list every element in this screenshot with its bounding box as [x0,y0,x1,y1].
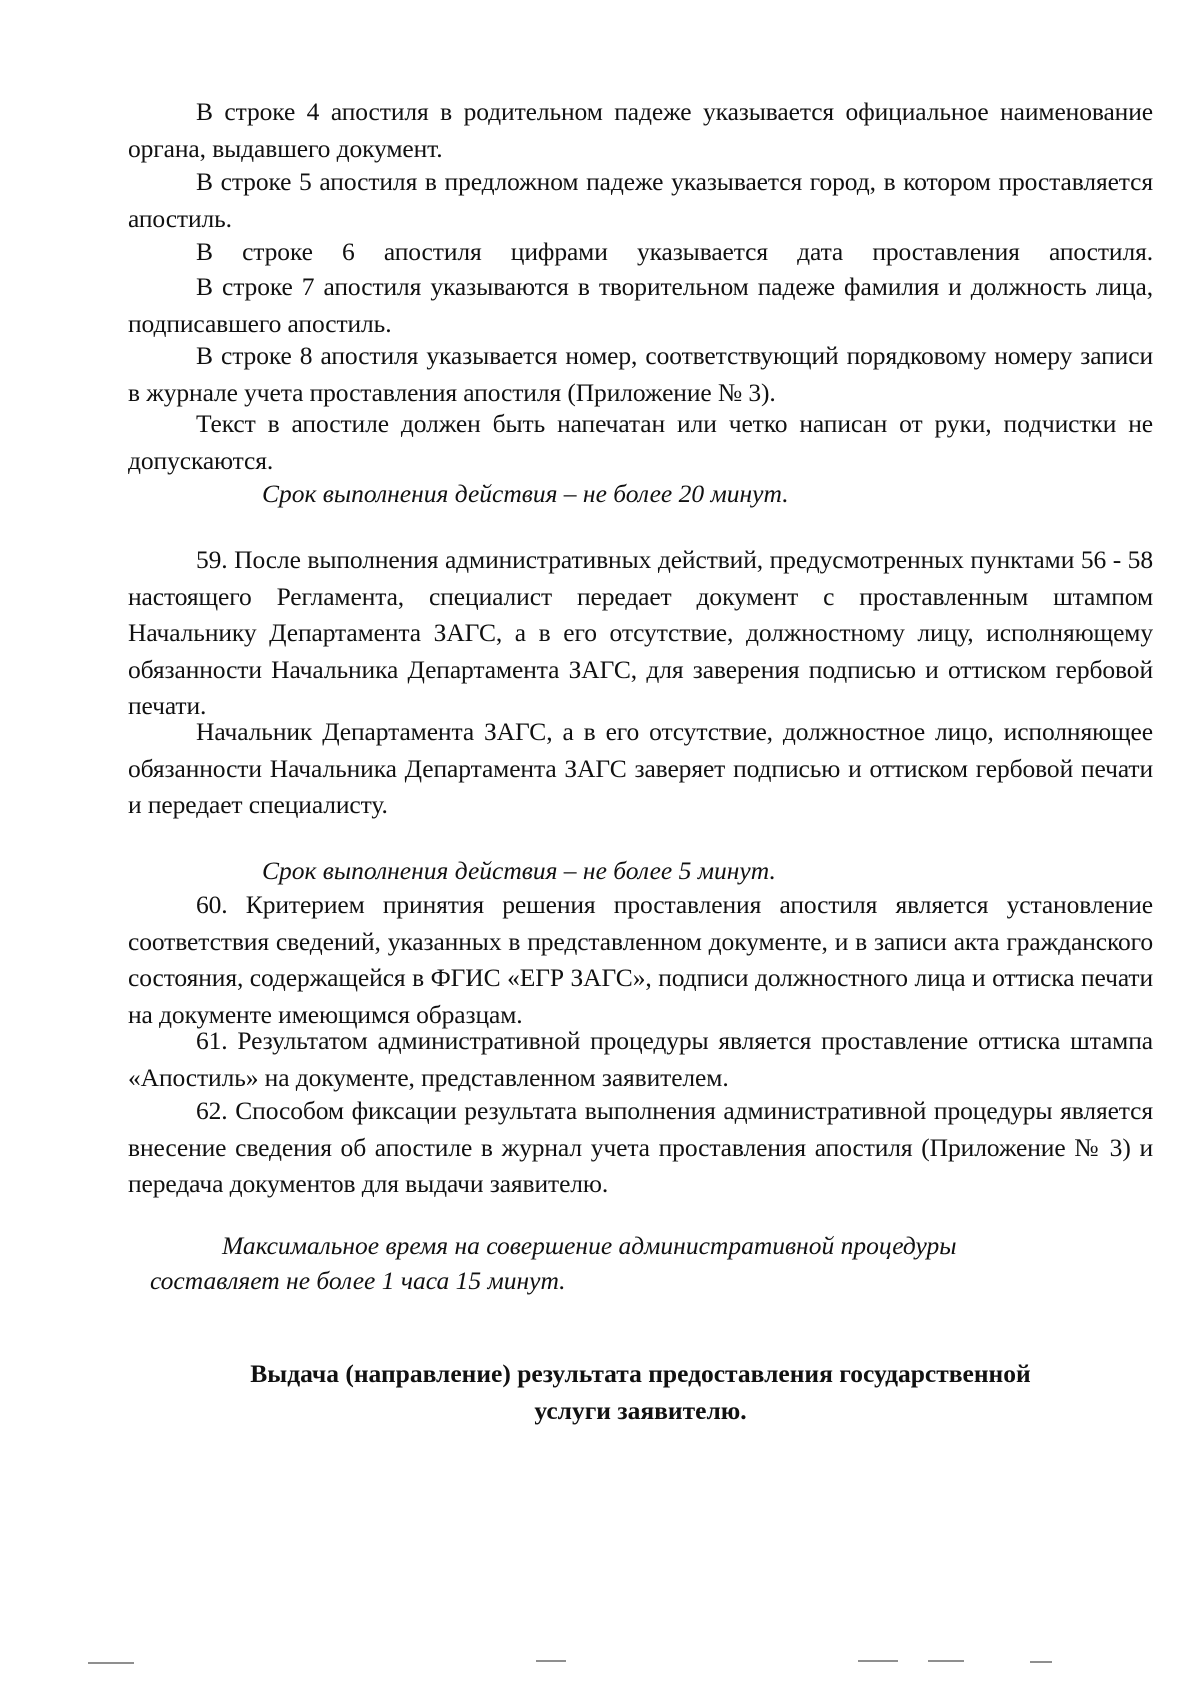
deadline-note-5: Срок выполнения действия – не более 5 минут. [262,856,776,885]
deadline-note-20: Срок выполнения действия – не более 20 минут. [262,479,789,508]
scan-artifact [858,1660,898,1662]
paragraph-line7: В строке 7 апостиля указываются в творительном падеже фамилия и должность лица, подписавшего апостиль. [128,272,1153,338]
scan-artifact [88,1662,134,1664]
max-time-note-line1: Максимальное время на совершение административной процедуры [222,1231,957,1260]
paragraph-61: 61. Результатом административной процедуры является проставление оттиска штампа «Апостиль» на документе, представленном заявителем. [128,1026,1153,1092]
paragraph-62: 62. Способом фиксации результата выполнения административной процедуры является внесение сведения об апостиле в журнал учета проставления апостиля (Приложение № 3) и передача документов для выдачи заявителю. [128,1096,1153,1198]
scan-artifact [1030,1661,1052,1663]
paragraph-60: 60. Критерием принятия решения проставления апостиля является установление соответствия сведений, указанных в представленном документе, и в записи акта гражданского состояния, содержащейся в ФГИС «ЕГР ЗАГС», подписи должностного лица и оттиска печати на документе имеющимся образцам. [128,890,1153,1029]
paragraph-line5: В строке 5 апостиля в предложном падеже указывается город, в котором проставляется апостиль. [128,167,1153,233]
paragraph-line4: В строке 4 апостиля в родительном падеже указывается официальное наименование органа, выдавшего документ. [128,97,1153,163]
scan-artifact [928,1660,964,1662]
section-heading-line1: Выдача (направление) результата предоставления государственной [250,1359,1031,1388]
section-heading-line2: услуги заявителю. [534,1396,747,1425]
paragraph-59: 59. После выполнения административных действий, предусмотренных пунктами 56 - 58 настоящего Регламента, специалист передает документ с проставленным штампом Начальнику Департамента ЗАГС, а в его отсутствие, должностному лицу, исполняющему обязанности Начальника Департамента ЗАГС, для заверения подписью и оттиском гербовой печати. [128,545,1153,720]
paragraph-text-requirements: Текст в апостиле должен быть напечатан или четко написан от руки, подчистки не допускаются. [128,409,1153,475]
max-time-note-line2: составляет не более 1 часа 15 минут. [150,1266,566,1295]
paragraph-head-certifies: Начальник Департамента ЗАГС, а в его отсутствие, должностное лицо, исполняющее обязанности Начальника Департамента ЗАГС заверяет подписью и оттиском гербовой печати и передает специалисту. [128,717,1153,819]
scan-artifact [536,1660,566,1662]
paragraph-line6: В строке 6 апостиля цифрами указывается дата проставления апостиля. [196,237,1153,266]
paragraph-line8: В строке 8 апостиля указывается номер, соответствующий порядковому номеру записи в журнале учета проставления апостиля (Приложение № 3). [128,341,1153,407]
